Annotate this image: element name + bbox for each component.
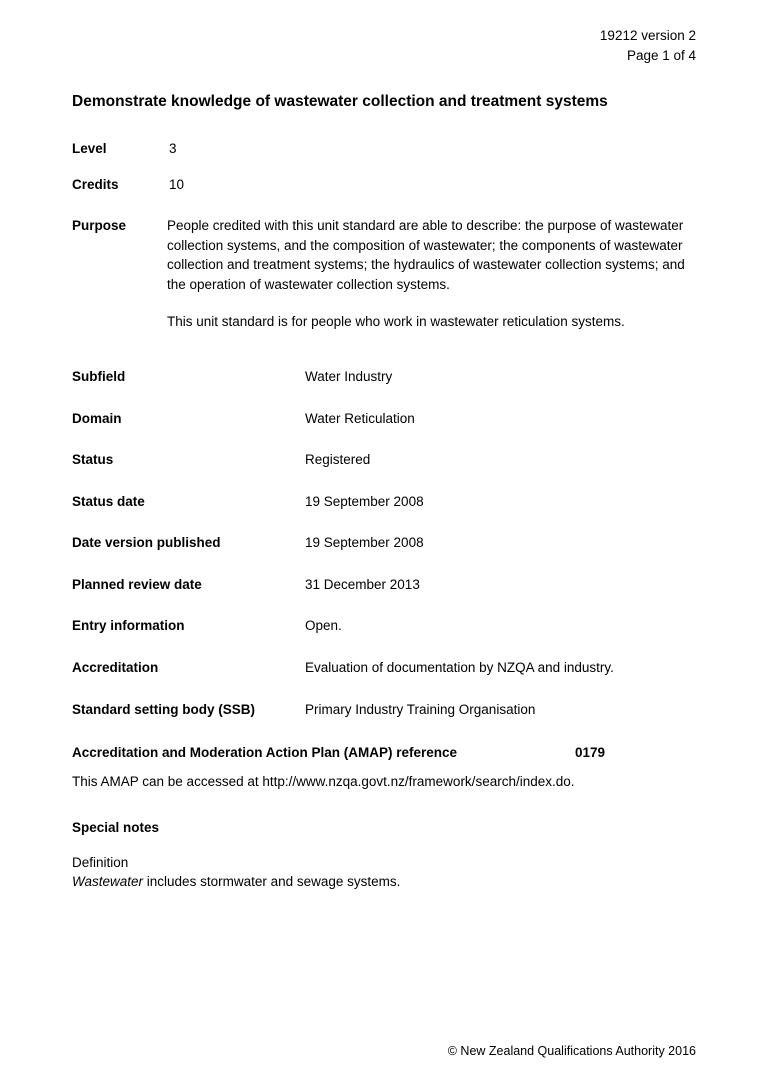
- header-version: 19212 version 2: [599, 28, 696, 43]
- field-status-date-label: Status date: [72, 493, 145, 509]
- field-standard-setting-body: [72, 700, 696, 720]
- definition-label: Definition: [72, 854, 129, 870]
- field-standard-setting-body-label: Standard setting body (SSB): [72, 701, 256, 717]
- header-page-number: Page 1 of 4: [626, 47, 696, 63]
- field-subfield: [72, 367, 696, 387]
- field-credits-value: 10: [169, 176, 185, 192]
- amap-reference-label: Accreditation and Moderation Action Plan (AMAP) reference: [72, 745, 458, 761]
- field-domain-label: Domain: [72, 410, 122, 426]
- field-domain-value: Water Reticulation: [305, 410, 415, 426]
- field-status: [72, 450, 696, 470]
- field-planned-review-date-value: 31 December 2013: [305, 576, 420, 592]
- field-date-version-published-value: 19 September 2008: [305, 535, 424, 551]
- definition-term: Wastewater: [72, 874, 144, 890]
- field-subfield-label: Subfield: [72, 369, 126, 385]
- field-date-version-published-label: Date version published: [72, 535, 221, 551]
- page-footer: © New Zealand Qualifications Authority 2016: [447, 1044, 696, 1058]
- amap-reference-row: [72, 745, 696, 760]
- field-planned-review-date: [72, 575, 696, 595]
- field-entry-information: [72, 616, 696, 636]
- field-subfield-value: Water Industry: [305, 369, 393, 385]
- field-accreditation: [72, 658, 696, 678]
- page-title: Demonstrate knowledge of wastewater collection and treatment systems: [72, 93, 608, 111]
- definition-block: [72, 853, 696, 892]
- field-status-label: Status: [72, 452, 114, 468]
- field-purpose: [72, 216, 696, 331]
- detail-fields: [72, 367, 696, 719]
- field-entry-information-value: Open.: [305, 618, 342, 634]
- field-level-label: Level: [72, 141, 107, 157]
- field-standard-setting-body-value: Primary Industry Training Organisation: [305, 701, 536, 717]
- purpose-paragraph-2: This unit standard is for people who work in wastewater reticulation systems.: [167, 313, 625, 329]
- field-credits-label: Credits: [72, 176, 119, 192]
- field-status-date-value: 19 September 2008: [305, 493, 424, 509]
- field-purpose-label: Purpose: [72, 218, 127, 234]
- field-accreditation-label: Accreditation: [72, 660, 159, 675]
- field-date-version-published: [72, 533, 696, 553]
- amap-access-note: This AMAP can be accessed at http://www.nzqa.govt.nz/framework/search/index.do.: [72, 774, 575, 790]
- field-domain: [72, 409, 696, 429]
- definition-rest: includes stormwater and sewage systems.: [143, 874, 401, 890]
- field-credits: [72, 175, 696, 195]
- field-planned-review-date-label: Planned review date: [72, 576, 202, 592]
- field-status-value: Registered: [305, 452, 371, 468]
- purpose-paragraph-1: People credited with this unit standard are able to describe: the purpose of wastewater collection systems, and the composition of wastewater; the components of wastewater collection and treatment systems; the hydraulics of wastewater collection systems; and the operation of wastewater collection systems.: [167, 218, 685, 292]
- definition-text: [72, 872, 696, 892]
- top-fields: [72, 139, 696, 331]
- amap-reference-value: 0179: [575, 745, 606, 761]
- field-entry-information-label: Entry information: [72, 618, 185, 634]
- page-header: [72, 26, 696, 65]
- field-level: [72, 139, 696, 159]
- field-level-value: 3: [169, 141, 177, 157]
- field-status-date: [72, 492, 696, 512]
- field-purpose-value: [167, 216, 692, 331]
- field-accreditation-value: Evaluation of documentation by NZQA and industry.: [305, 660, 614, 675]
- special-notes-heading: Special notes: [72, 819, 160, 835]
